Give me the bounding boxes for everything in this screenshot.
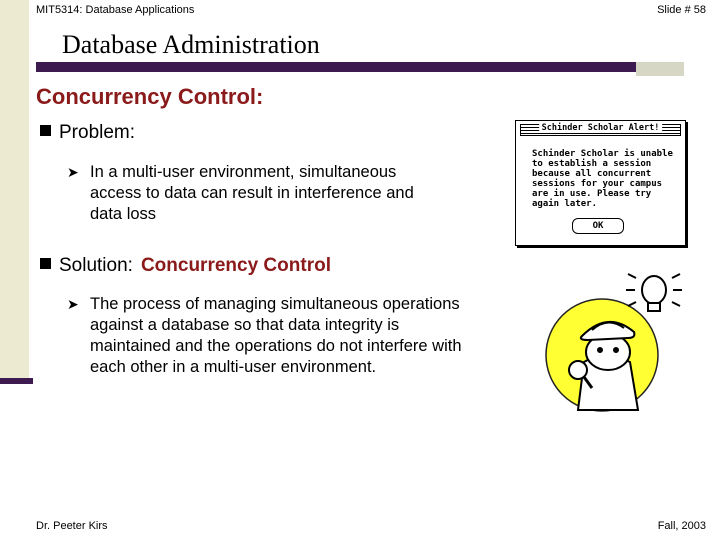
arrow-bullet-icon: ➤ [67,296,79,312]
slide-title: Database Administration [62,30,320,59]
square-bullet-icon [40,258,51,269]
dialog-title: Schinder Scholar Alert! [539,123,663,133]
course-header: MIT5314: Database Applications [36,4,195,16]
alert-dialog [515,120,686,246]
bullet-problem [40,122,135,144]
square-bullet-icon [40,125,51,136]
problem-detail: In a multi-user environment, simultaneous access to data can result in interference and data loss [90,163,414,223]
slide-subtitle: Concurrency Control: [36,84,264,109]
detective-lightbulb-icon [538,270,698,420]
solution-value: Concurrency Control [140,255,331,276]
left-bar-accent [0,378,33,384]
arrow-bullet-icon: ➤ [67,164,79,180]
solution-detail: The process of managing simultaneous operations against a database so that data integrity is maintained and the operations do not interfere with each other in a multi-user environment. [90,295,462,376]
dialog-message: Schinder Scholar is unable to establish a session because all concurrent sessions for your campus are in use. Please try again later. [532,149,673,209]
dialog-title-bar [520,124,681,136]
left-decorative-bar [0,0,29,383]
sub-bullet-solution [67,294,472,378]
sub-bullet-problem [67,162,427,225]
bullet-solution [40,255,331,277]
dialog-ok-button[interactable]: OK [572,218,624,234]
solution-label: Solution: [59,255,133,276]
footer-author: Dr. Peeter Kirs [36,520,108,532]
problem-label: Problem: [59,122,136,143]
title-rule [36,62,636,72]
title-rule-end [636,62,684,76]
slide-number: Slide # 58 [657,4,706,16]
footer-term: Fall, 2003 [657,520,706,532]
